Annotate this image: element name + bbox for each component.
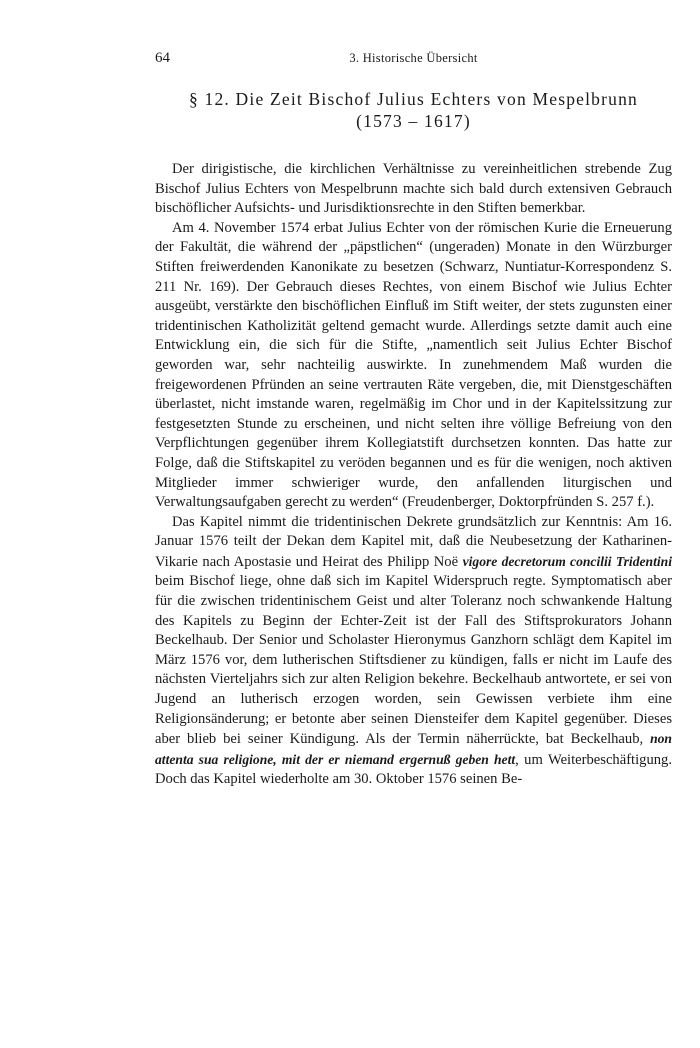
section-heading <box>155 88 672 132</box>
paragraph-1-text: Der dirigistische, die kirchlichen Verhältnisse zu vereinheitlichen strebende Zug Bischof Julius Echters von Mespelbrunn machte sich bald durch extensiven Gebrauch bischöflicher Aufsichts- und Jurisdiktionsrechte in den Stiften bemerkbar. <box>155 161 672 217</box>
section-heading-dates: (1573 – 1617) <box>356 111 471 131</box>
running-title: 3. Historische Übersicht <box>349 51 478 65</box>
page-number: 64 <box>155 50 170 66</box>
paragraph-1 <box>155 160 672 219</box>
paragraph-3-text-a: Das Kapitel nimmt die tridentinischen Dekrete grundsätzlich zur Kenntnis: Am 16. Januar 1576 teilt der Dekan dem Kapitel mit, daß die Neubesetzung der Katharinen-Vikarie nach Apostasie und Heirat des Philipp Noë <box>155 513 672 570</box>
running-head <box>155 50 672 72</box>
latin-quote-petition: non attenta sua religione, mit der er niemand ergernuß geben hett <box>155 731 672 767</box>
paragraph-3-text-c: , um Weiterbeschäftigung. Doch das Kapitel wiederholte am 30. Oktober 1576 seinen Be- <box>155 751 673 788</box>
body-text <box>155 160 672 790</box>
section-heading-title: § 12. Die Zeit Bischof Julius Echters von Mespelbrunn <box>188 89 639 109</box>
paragraph-3-text-b: beim Bischof liege, ohne daß sich im Kapitel Widerspruch regte. Symptomatisch aber für die zwischen tridentinischem Geist und alter Toleranz noch schwankende Haltung des Kapitels zu Beginn der Echter-Zeit ist der Fall des Stiftsprokurators Johann Beckelhaub. Der Senior und Scholaster Hieronymus Ganzhorn schlägt dem Kapitel im März 1576 vor, dem lutherischen Stiftsdiener zu kündigen, falls er nicht im Laufe des nächsten Vierteljahrs sich zur alten Religion bekehre. Beckelhaub antwortete, er sei von Jugend an lutherisch erzogen worden, sein Gewissen verbiete ihm eine Religionsänderung; er betonte aber seinen Diensteifer dem Kapitel gegenüber. Dieses aber blieb bei seiner Kündigung. Als der Termin näherrückte, bat Beckelhaub, <box>155 573 672 748</box>
paragraph-3 <box>155 513 672 790</box>
paragraph-2 <box>155 219 672 513</box>
latin-quote-council: vigore decretorum concilii Tridentini <box>462 553 672 569</box>
paragraph-2-text: Am 4. November 1574 erbat Julius Echter von der römischen Kurie die Erneuerung der Fakultät, die während der „päpstlichen“ (ungeraden) Monate in den Würzburger Stiften freiwerdenden Kanonikate zu besetzen (Schwarz, Nuntiatur-Korrespondenz S. 211 Nr. 169). Der Gebrauch dieses Rechtes, von einem Bischof wie Julius Echter ausgeübt, verstärkte den bischöflichen Einfluß im Stift weiter, der stets zugunsten einer tridentinischen Katholizität geltend gemacht wurde. Allerdings setzte damit auch eine Entwicklung ein, die sich für die Stifte, „namentlich seit Julius Echter Bischof geworden war, sehr nachteilig auswirkte. In zunehmendem Maß wurden die freigewordenen Pfründen an seine vertrauten Räte vergeben, die, mit Dienstgeschäften überlastet, nicht imstande waren, regelmäßig im Chor und in der Kapitelssitzung zur festgesetzten Stunde zu erscheinen, und nicht selten ihre völlige Befreiung von den Verpflichtungen gegenüber ihrem Kollegiatstift durchsetzen konnten. Das hatte zur Folge, daß die Stiftskapitel zu veröden begannen und es für die wenigen, noch aktiven Mitglieder immer schwieriger wurde, den anfallenden liturgischen und Verwaltungsaufgaben gerecht zu werden“ (Freudenberger, Doktorpfründen S. 257 f.). <box>155 219 672 511</box>
book-page <box>155 50 672 790</box>
